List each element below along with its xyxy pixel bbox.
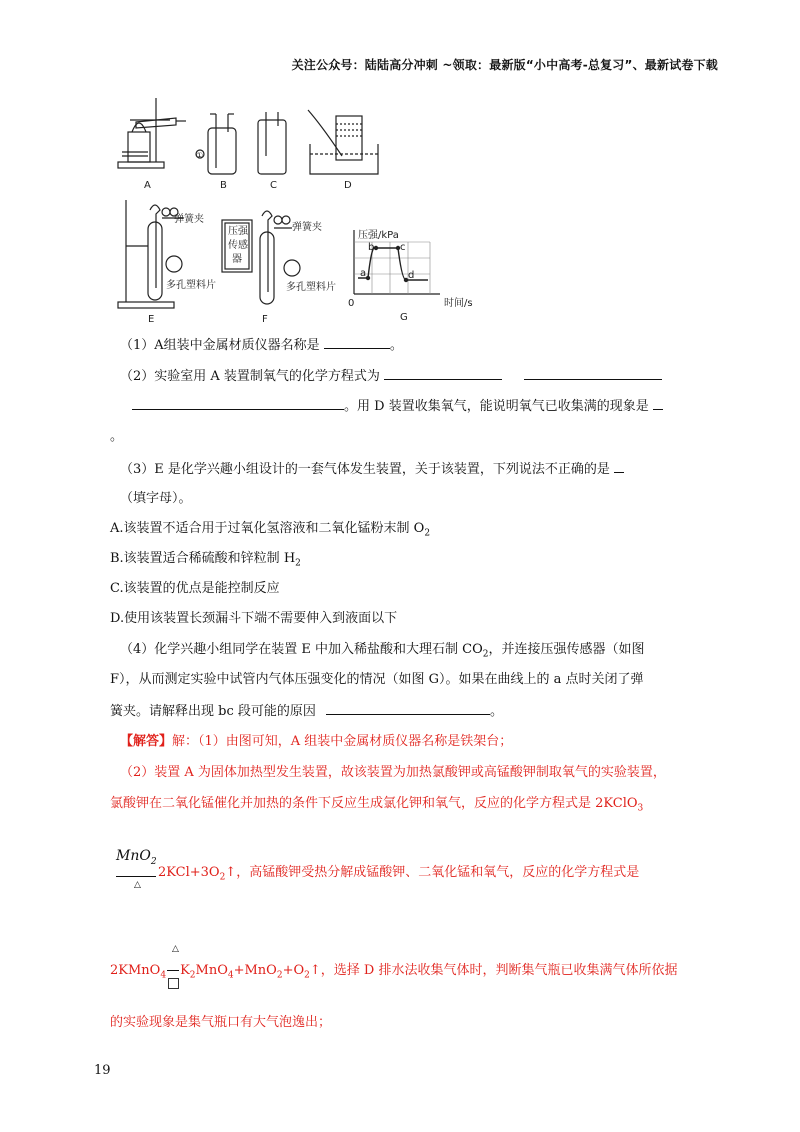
option-a: A.该装置不适合用于过氧化氢溶液和二氧化锰粉末制 $O_2$ <box>110 521 431 539</box>
answer-blank <box>653 397 663 410</box>
question-2-line-3: 。 <box>110 429 124 444</box>
porous-f: 多孔塑料片 <box>286 282 336 293</box>
equation-1-line: $2KCl+3O_2↑$，高锰酸钾受热分解成锰酸钾、二氧化锰和氧气，反应的化学方程式是 <box>158 865 640 883</box>
option-b: B.该装置适合稀硫酸和锌粒制 $H_2$ <box>110 551 301 569</box>
porous-e: 多孔塑料片 <box>166 280 216 291</box>
question-2-line-2: 。用 D 装置收集氧气，能说明氧气已收集满的现象是 <box>132 397 663 416</box>
sensor-char-5: 器 <box>232 254 242 265</box>
answer-blank <box>524 367 662 380</box>
equation-2-line: 2KMnO$_4$ $K_2MnO_4+MnO_2+O_2↑$，选择 D 排水法收集气体时，判断集气瓶已收集满气体所依据 <box>110 963 678 981</box>
chart-ylabel: 压强/kPa <box>358 230 399 241</box>
apparatus-figure <box>110 92 510 324</box>
label-f: F <box>262 314 268 324</box>
answer-blank <box>384 367 502 380</box>
answer-line-last: 的实验现象是集气瓶口有大气泡逸出； <box>110 1015 332 1030</box>
apparatus-c <box>258 112 286 174</box>
chart-origin: 0 <box>348 298 355 309</box>
question-1: （1）A组装中金属材质仪器名称是 。 <box>120 338 403 353</box>
equals-line <box>167 970 179 971</box>
answer-blank <box>132 397 344 410</box>
delta-sign: △ <box>134 880 141 890</box>
point-c: c <box>400 242 406 253</box>
point-d: d <box>408 270 415 281</box>
label-one: ① <box>196 151 204 160</box>
sensor-char-2: 强 <box>238 226 248 237</box>
page-number: 19 <box>94 1063 111 1078</box>
apparatus-d <box>308 110 378 174</box>
apparatus-drawing <box>110 92 510 324</box>
answer-blank <box>324 336 390 349</box>
question-4-line-3: 簧夹。请解释出现 bc 段可能的原因 。 <box>110 704 504 719</box>
point-b: b <box>368 242 375 253</box>
point-a: a <box>360 268 367 279</box>
label-d: D <box>344 180 352 191</box>
page-header: 关注公众号：陆陆高分冲刺 ~领取：最新版“小中高考-总复习”、最新试卷下载 <box>291 58 718 72</box>
apparatus-a <box>118 98 186 168</box>
sensor-char-1: 压 <box>228 226 238 237</box>
spring-clip-f: 弹簧夹 <box>292 222 322 233</box>
answer-blank <box>326 702 490 715</box>
question-3-line-2: （填字母）。 <box>120 491 192 506</box>
option-d: D.使用该装置长颈漏斗下端不需要伸入到液面以下 <box>110 611 398 626</box>
answer-line-1: 【解答】解：（1）由图可知，A 组装中金属材质仪器名称是铁架台； <box>120 734 513 749</box>
question-3-line-1: （3）E 是化学兴趣小组设计的一套气体发生装置，关于该装置，下列说法不正确的是 <box>120 460 624 479</box>
answer-line-2: （2）装置 A 为固体加热型发生装置，故该装置为加热氯酸钾或高锰酸钾制取氧气的实验装置， <box>120 765 666 780</box>
question-4-line-1: （4）化学兴趣小组同学在装置 E 中加入稀盐酸和大理石制 $CO_2$，并连接压强传感器（如图 <box>120 642 645 660</box>
answer-blank <box>614 460 624 473</box>
sensor-char-4: 感 <box>238 240 248 251</box>
apparatus-b <box>196 114 236 174</box>
option-c: C.该装置的优点是能控制反应 <box>110 581 280 596</box>
answer-line-3: 氯酸钾在二氧化锰催化并加热的条件下反应生成氯化钾和氧气，反应的化学方程式是 2KClO$_3$ <box>110 796 644 814</box>
spring-clip-e: 弹簧夹 <box>174 214 204 225</box>
sensor-char-3: 传 <box>228 240 238 251</box>
label-a: A <box>144 180 151 191</box>
label-e: E <box>148 314 155 324</box>
catalyst-label: MnO$_2$ <box>116 848 157 867</box>
question-4-line-2: F），从而测定实验中试管内气体压强变化的情况（如图 G）。如果在曲线上的 a 点时关闭了弹 <box>110 672 644 687</box>
label-b: B <box>220 180 227 191</box>
question-2-line-1: （2）实验室用 A 装置制氧气的化学方程式为 <box>120 367 662 386</box>
placeholder-box <box>168 978 179 989</box>
label-g: G <box>400 312 408 323</box>
delta-sign-2: △ <box>172 944 179 954</box>
reaction-condition-line <box>116 876 156 877</box>
label-c: C <box>270 180 277 191</box>
chart-xlabel: 时间/s <box>444 298 473 309</box>
